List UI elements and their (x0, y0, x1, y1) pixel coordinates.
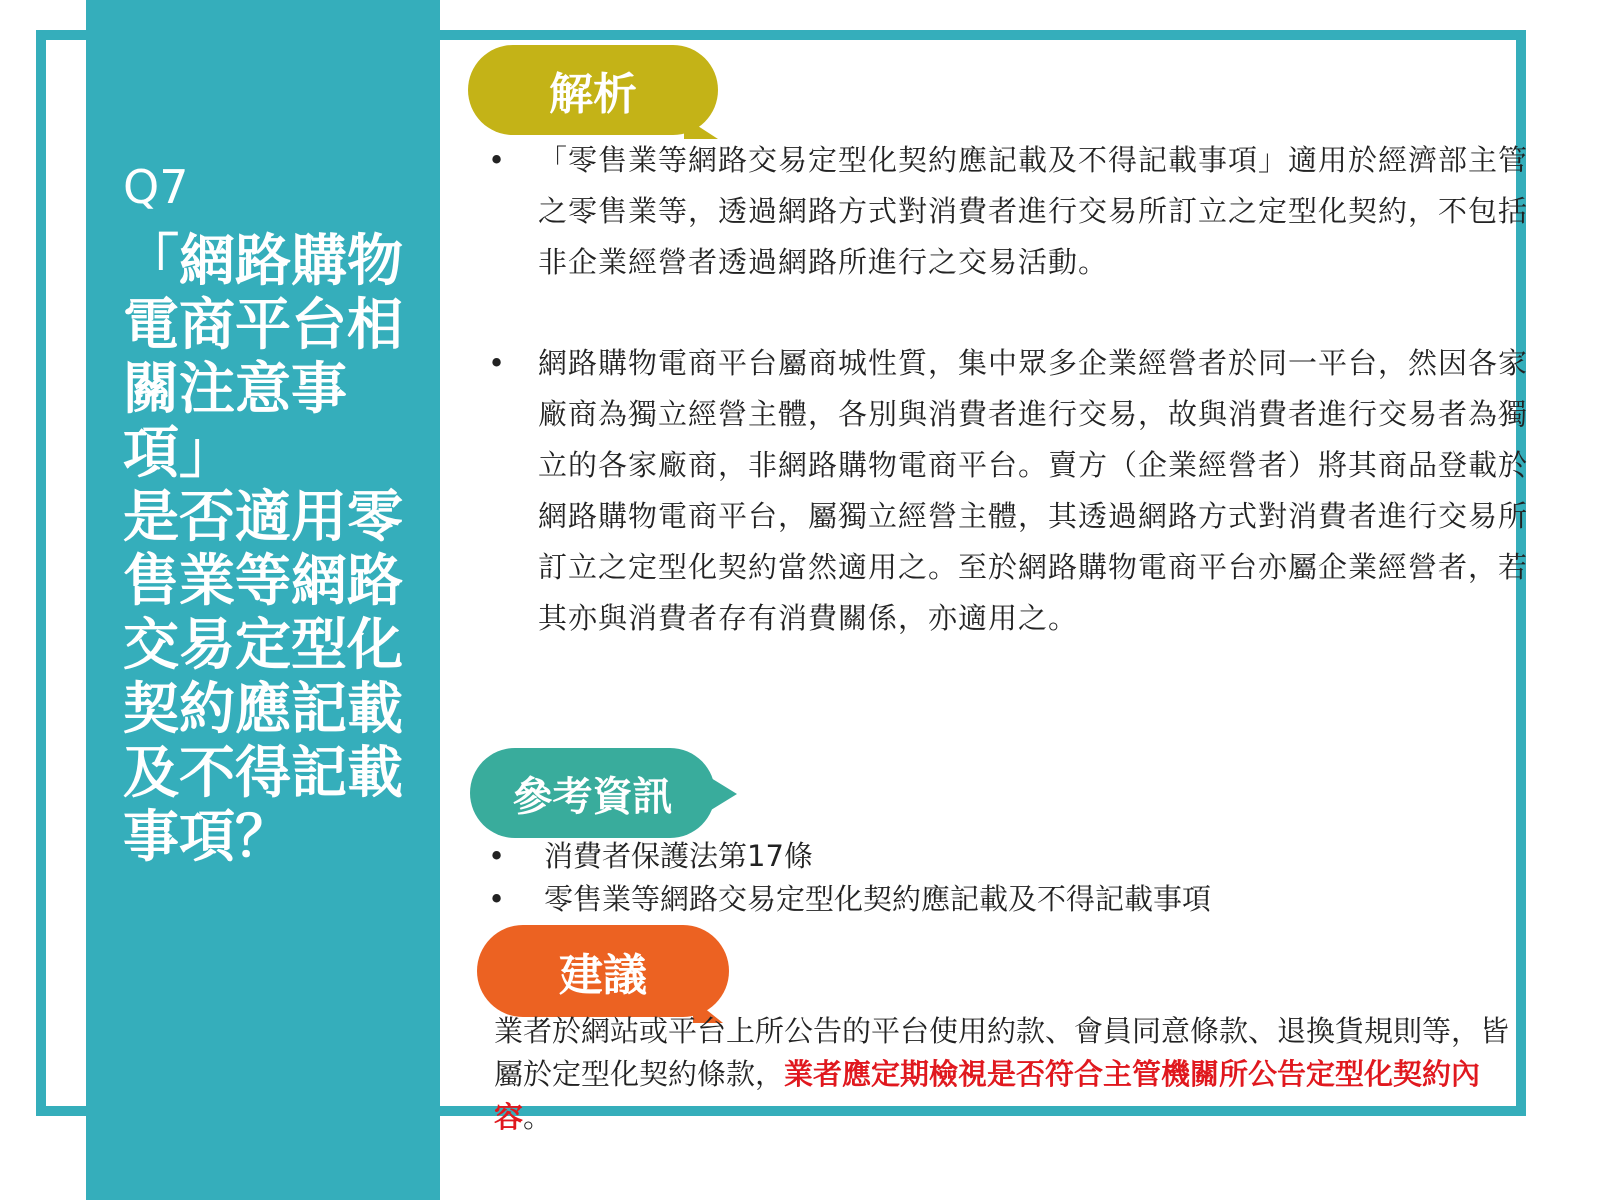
analysis-item (488, 135, 1528, 288)
reference-item-text: 零售業等網路交易定型化契約應記載及不得記載事項 (544, 882, 1212, 916)
suggestion-heading-bubble (477, 925, 729, 1017)
bullet: • (488, 839, 506, 873)
reference-item (488, 835, 1488, 877)
question-number: Q7 (123, 160, 189, 214)
analysis-heading: 解析 (549, 69, 637, 120)
speech-tail (711, 778, 737, 810)
bullet: • (488, 882, 506, 916)
suggestion-text-normal: 業者於網站或平台上所公告的平台使用約款、會員同意條款、退換貨規則等，皆屬於定型化契約條款， (494, 1014, 1510, 1091)
question-text: 「網路購物 電商平台相 關注意事項」 是否適用零 售業等網路 交易定型化 契約應記載 及不得記載 事項？ (123, 229, 403, 870)
suggestion-text (494, 1010, 1534, 1139)
analysis-item (488, 338, 1528, 644)
suggestion-text-highlight: 業者應定期檢視是否符合主管機關所公告定型化契約內容 (494, 1057, 1481, 1134)
bullet: • (488, 346, 507, 380)
bullet: • (488, 143, 507, 177)
analysis-item-text: 「零售業等網路交易定型化契約應記載及不得記載事項」適用於經濟部主管之零售業等，透過網路方式對消費者進行交易所訂立之定型化契約，不包括非企業經營者透過網路所進行之交易活動。 (538, 143, 1529, 279)
suggestion-text-end: 。 (523, 1100, 553, 1134)
reference-heading-bubble (470, 748, 715, 838)
analysis-item-text: 網路購物電商平台屬商城性質，集中眾多企業經營者於同一平台，然因各家廠商為獨立經營主體，各別與消費者進行交易，故與消費者進行交易者為獨立的各家廠商，非網路購物電商平台。賣方（企業經營者）將其商品登載於網路購物電商平台，屬獨立經營主體，其透過網路方式對消費者進行交易所訂立之定型化契約當然適用之。至於網路購物電商平台亦屬企業經營者，若其亦與消費者存有消費關係，亦適用之。 (538, 346, 1529, 635)
reference-heading: 參考資訊 (512, 773, 673, 820)
analysis-heading-bubble (468, 45, 718, 135)
suggestion-heading: 建議 (559, 950, 647, 1001)
reference-item-text: 消費者保護法第17條 (544, 839, 813, 873)
reference-item (488, 878, 1488, 920)
